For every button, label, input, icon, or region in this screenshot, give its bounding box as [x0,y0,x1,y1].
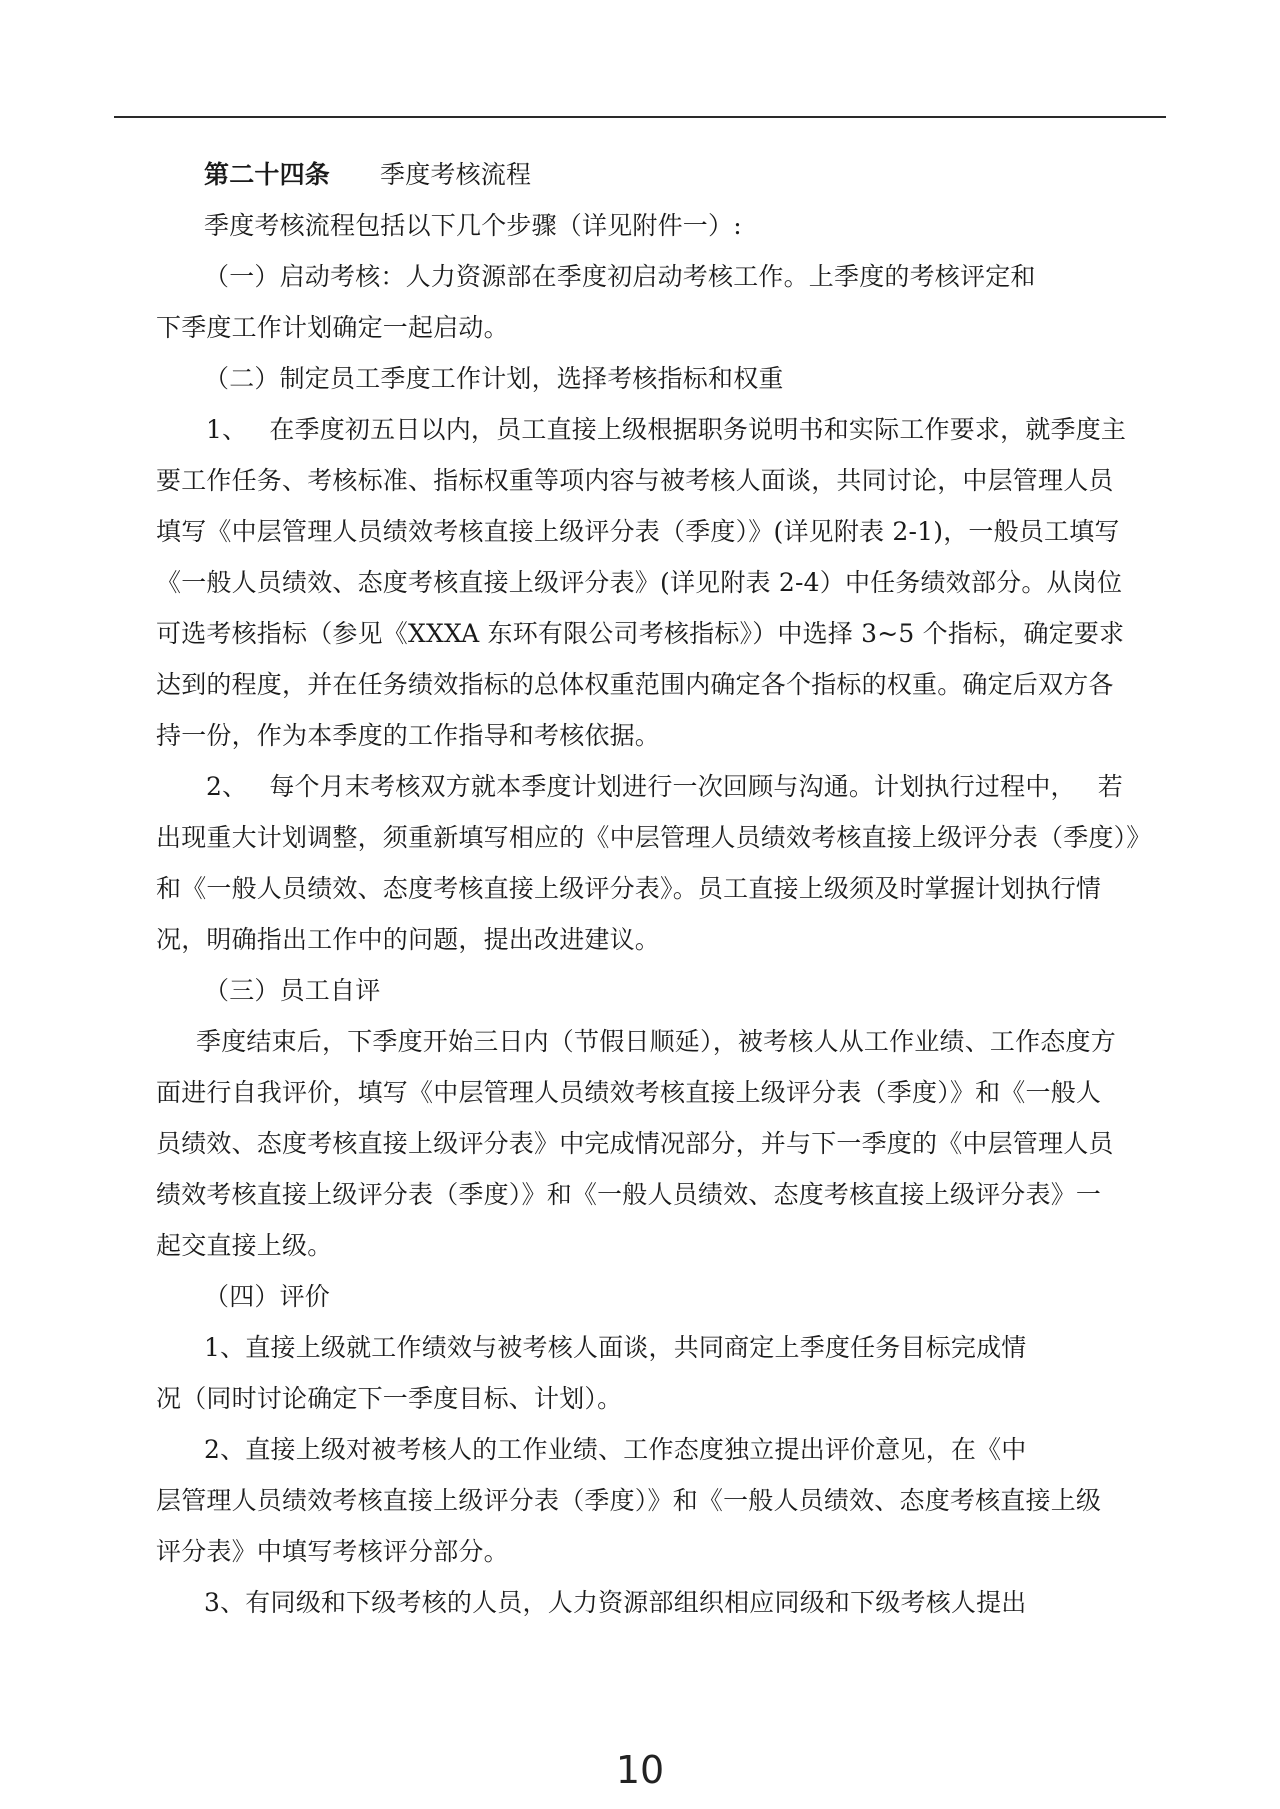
item-number: 1、 [206,415,248,444]
paragraph-line: 季度结束后，下季度开始三日内（节假日顺延），被考核人从工作业绩、工作态度方 [196,1027,1116,1056]
item-text-tail: 若 [1097,772,1123,801]
paragraph-line: 《一般人员绩效、态度考核直接上级评分表》(详见附表 2-4）中任务绩效部分。从岗位 [156,568,1123,597]
paragraph-line: 绩效考核直接上级评分表（季度）》和《一般人员绩效、态度考核直接上级评分表》一 [156,1180,1102,1209]
paragraph-line: 可选考核指标（参见《XXXA 东环有限公司考核指标》）中选择 3~5 个指标，确定要求 [156,619,1125,648]
document-body [156,158,1152,1637]
paragraph-line: 要工作任务、考核标准、指标权重等项内容与被考核人面谈，共同讨论，中层管理人员 [156,466,1114,495]
article-title: 季度考核流程 [380,160,532,189]
item-number: 2、 [206,772,248,801]
article-number: 第二十四条 [204,160,331,189]
paragraph-line: 持一份，作为本季度的工作指导和考核依据。 [156,721,661,750]
paragraph-line: 况（同时讨论确定下一季度目标、计划）。 [156,1384,623,1413]
paragraph-line: （三）员工自评 [204,976,381,1005]
paragraph-line: 3、有同级和下级考核的人员，人力资源部组织相应同级和下级考核人提出 [204,1588,1027,1617]
paragraph-line: 2、直接上级对被考核人的工作业绩、工作态度独立提出评价意见，在《中 [204,1435,1027,1464]
paragraph-line: （二）制定员工季度工作计划，选择考核指标和权重 [204,364,784,393]
paragraph-line: 况，明确指出工作中的问题，提出改进建议。 [156,925,661,954]
paragraph-line: （四）评价 [204,1282,331,1311]
header-rule [114,116,1166,118]
paragraph-line: 填写《中层管理人员绩效考核直接上级评分表（季度）》(详见附表 2-1)，一般员工填写 [156,517,1120,546]
paragraph-line: 面进行自我评价，填写《中层管理人员绩效考核直接上级评分表（季度）》和《一般人 [156,1078,1102,1107]
paragraph-line: 和《一般人员绩效、态度考核直接上级评分表》。员工直接上级须及时掌握计划执行情 [156,874,1102,903]
paragraph-line: 达到的程度，并在任务绩效指标的总体权重范围内确定各个指标的权重。确定后双方各 [156,670,1114,699]
paragraph-line: （一）启动考核：人力资源部在季度初启动考核工作。上季度的考核评定和 [204,262,1036,291]
paragraph-line [156,770,1136,821]
paragraph-line: 起交直接上级。 [156,1231,333,1260]
page-number: 10 [615,1748,665,1792]
paragraph-line: 1、直接上级就工作绩效与被考核人面谈，共同商定上季度任务目标完成情 [204,1333,1027,1362]
paragraph-line: 员绩效、态度考核直接上级评分表》中完成情况部分，并与下一季度的《中层管理人员 [156,1129,1114,1158]
paragraph-line: 下季度工作计划确定一起启动。 [156,313,509,342]
paragraph-line [156,413,1136,464]
paragraph-line: 季度考核流程包括以下几个步骤（详见附件一）: [204,211,742,240]
article-heading [156,158,1136,209]
paragraph-line: 出现重大计划调整，须重新填写相应的《中层管理人员绩效考核直接上级评分表（季度）》 [156,823,1152,852]
item-text: 每个月末考核双方就本季度计划进行一次回顾与沟通。计划执行过程中， [269,772,1076,801]
item-text: 在季度初五日以内，员工直接上级根据职务说明书和实际工作要求，就季度主 [269,415,1127,444]
paragraph-line: 评分表》中填写考核评分部分。 [156,1537,509,1566]
paragraph-line: 层管理人员绩效考核直接上级评分表（季度）》和《一般人员绩效、态度考核直接上级 [156,1486,1102,1515]
